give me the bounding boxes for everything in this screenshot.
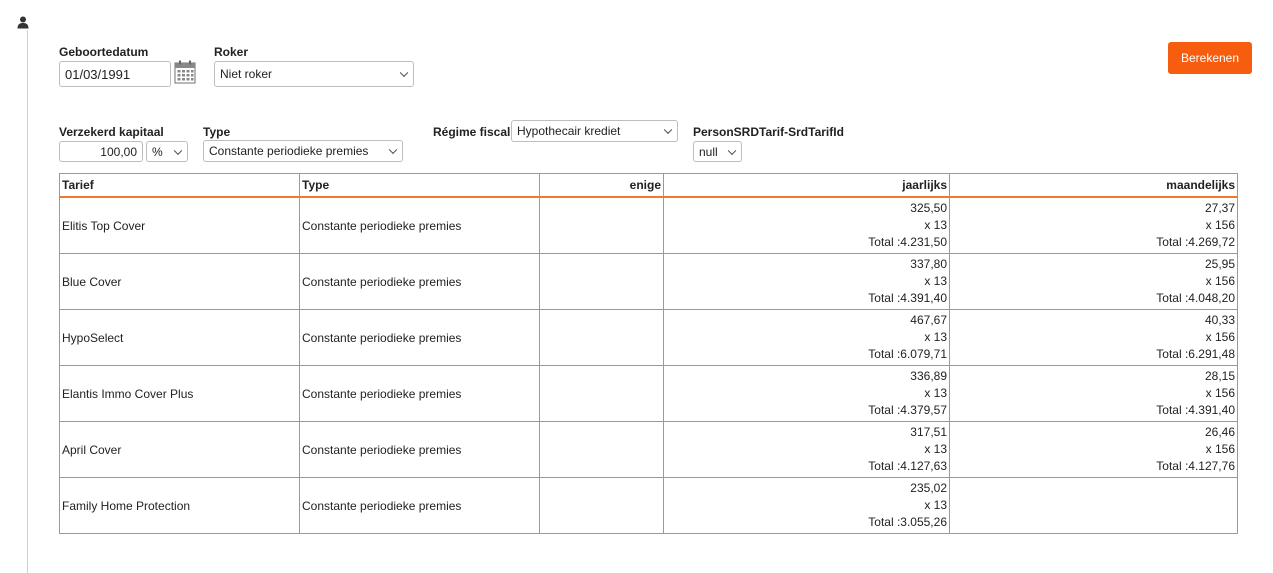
cell-tarief: HypoSelect [60,310,300,366]
type-label: Type [203,125,231,139]
cell-maandelijks [950,366,1238,422]
cell-jaarlijks [664,254,950,310]
jaarlijks-amount: 467,67 [910,313,947,327]
srd-label: PersonSRDTarif-SrdTarifId [693,125,844,139]
tariff-table [59,173,1238,534]
srd-select[interactable] [693,141,742,162]
birthdate-input[interactable]: 01/03/1991 [59,61,171,87]
chevron-down-icon [400,69,408,77]
fiscal-select-value: Hypothecair krediet [517,124,621,138]
person-icon [17,16,29,29]
jaarlijks-times: x 13 [924,274,947,288]
cell-enige [540,254,664,310]
cell-enige [540,422,664,478]
timeline-line [27,30,28,573]
jaarlijks-total: Total :6.079,71 [868,347,947,361]
chevron-down-icon [728,146,736,154]
cell-enige [540,197,664,254]
maandelijks-total: Total :4.269,72 [1156,235,1235,249]
maandelijks-amount: 28,15 [1204,369,1235,383]
cell-maandelijks [950,310,1238,366]
smoker-select[interactable] [214,61,414,87]
smoker-select-value: Niet roker [220,67,273,81]
capital-input[interactable]: 100,00 [59,141,143,162]
table-row[interactable] [60,310,1238,366]
jaarlijks-total: Total :3.055,26 [868,515,947,529]
birthdate-label: Geboortedatum [59,45,149,59]
fiscal-label: Régime fiscal [433,125,511,139]
table-header-row [60,174,1238,198]
table-row[interactable] [60,478,1238,534]
jaarlijks-amount: 336,89 [910,369,947,383]
jaarlijks-total: Total :4.231,50 [868,235,947,249]
maandelijks-times: x 156 [1205,218,1235,232]
type-select-value: Constante periodieke premies [209,144,369,158]
table-row[interactable] [60,254,1238,310]
srd-select-value: null [699,144,718,159]
cell-jaarlijks [664,197,950,254]
maandelijks-total: Total :4.048,20 [1156,291,1235,305]
jaarlijks-times: x 13 [924,330,947,344]
cell-jaarlijks [664,366,950,422]
cell-enige [540,310,664,366]
fiscal-select[interactable] [511,120,678,142]
col-header-maandelijks[interactable]: maandelijks [950,174,1238,198]
cell-enige [540,478,664,534]
capital-unit-value: % [152,144,163,159]
cell-tarief: April Cover [60,422,300,478]
maandelijks-amount: 27,37 [1204,201,1235,215]
maandelijks-total: Total :4.127,76 [1156,459,1235,473]
maandelijks-times: x 156 [1205,386,1235,400]
jaarlijks-times: x 13 [924,498,947,512]
cell-tarief: Family Home Protection [60,478,300,534]
cell-type: Constante periodieke premies [300,254,540,310]
jaarlijks-times: x 13 [924,386,947,400]
col-header-tarief[interactable]: Tarief [60,174,300,198]
maandelijks-total: Total :4.391,40 [1156,403,1235,417]
jaarlijks-times: x 13 [924,442,947,456]
jaarlijks-amount: 235,02 [910,481,947,495]
cell-maandelijks [950,422,1238,478]
maandelijks-amount: 25,95 [1204,257,1235,271]
calculate-button[interactable]: Berekenen [1168,42,1252,74]
jaarlijks-amount: 325,50 [910,201,947,215]
jaarlijks-amount: 337,80 [910,257,947,271]
cell-jaarlijks [664,478,950,534]
cell-type: Constante periodieke premies [300,366,540,422]
smoker-label: Roker [214,45,249,59]
capital-label: Verzekerd kapitaal [59,125,164,139]
jaarlijks-amount: 317,51 [910,425,947,439]
jaarlijks-times: x 13 [924,218,947,232]
col-header-enige[interactable]: enige [540,174,664,198]
cell-type: Constante periodieke premies [300,422,540,478]
cell-maandelijks [950,478,1238,534]
cell-type: Constante periodieke premies [300,197,540,254]
cell-jaarlijks [664,422,950,478]
table-row[interactable] [60,197,1238,254]
table-row[interactable] [60,422,1238,478]
maandelijks-times: x 156 [1205,330,1235,344]
calendar-icon[interactable] [174,60,196,84]
cell-tarief: Blue Cover [60,254,300,310]
cell-jaarlijks [664,310,950,366]
chevron-down-icon [174,146,182,154]
cell-type: Constante periodieke premies [300,310,540,366]
type-select[interactable] [203,140,403,162]
cell-type: Constante periodieke premies [300,478,540,534]
jaarlijks-total: Total :4.127,63 [868,459,947,473]
maandelijks-total: Total :6.291,48 [1156,347,1235,361]
maandelijks-times: x 156 [1205,274,1235,288]
maandelijks-amount: 26,46 [1204,425,1235,439]
jaarlijks-total: Total :4.379,57 [868,403,947,417]
jaarlijks-total: Total :4.391,40 [868,291,947,305]
col-header-type[interactable]: Type [300,174,540,198]
chevron-down-icon [389,146,397,154]
cell-maandelijks [950,197,1238,254]
cell-tarief: Elantis Immo Cover Plus [60,366,300,422]
chevron-down-icon [664,126,672,134]
cell-enige [540,366,664,422]
cell-maandelijks [950,254,1238,310]
maandelijks-times: x 156 [1205,442,1235,456]
capital-unit-select[interactable] [146,141,188,162]
col-header-jaarlijks[interactable]: jaarlijks [664,174,950,198]
table-row[interactable] [60,366,1238,422]
cell-tarief: Elitis Top Cover [60,197,300,254]
maandelijks-amount: 40,33 [1204,313,1235,327]
